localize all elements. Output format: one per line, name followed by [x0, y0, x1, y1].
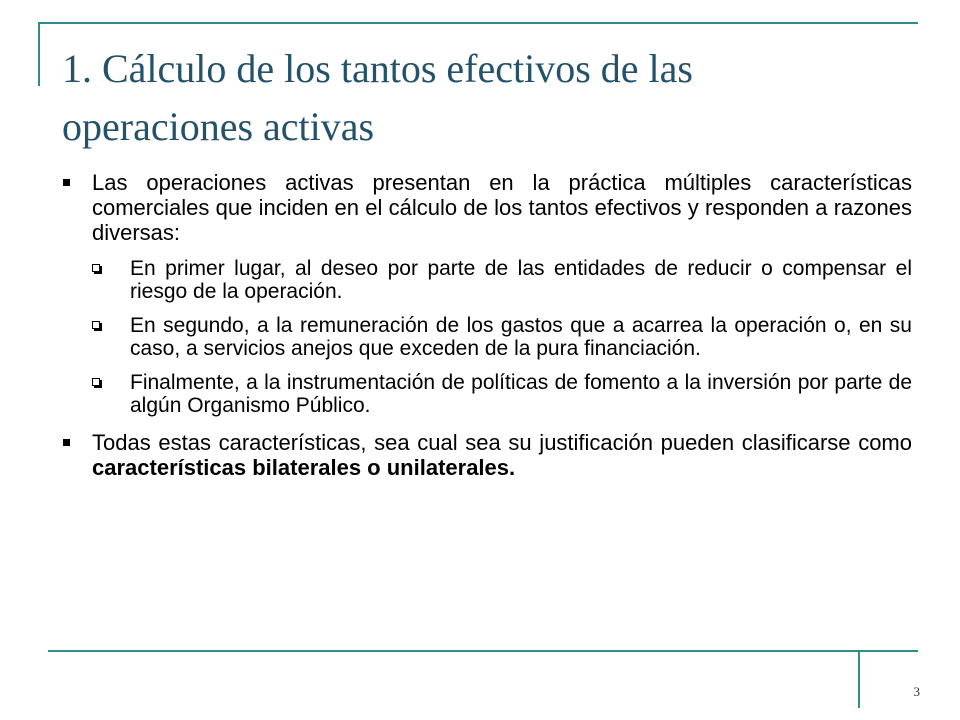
square-bullet-icon [63, 439, 70, 446]
sub-bullet-text: En segundo, a la remuneración de los gastos que a acarrea la operación o, en su caso, a servicios anejos que exceden de la pura financiación. [130, 314, 912, 360]
bullet-text: Las operaciones activas presentan en la práctica múltiples características comerciales que inciden en el cálculo de los tantos efectivos y responden a razones diversas: [92, 170, 912, 245]
sub-bullet-text: Finalmente, a la instrumentación de políticas de fomento a la inversión por parte de algún Organismo Público. [130, 371, 912, 417]
frame-line-right [858, 651, 860, 708]
frame-line-bottom [48, 650, 918, 652]
bullet-item [60, 430, 912, 480]
sub-bullet-item [92, 314, 912, 360]
frame-line-top [38, 22, 918, 24]
sub-bullet-item [92, 257, 912, 303]
sub-bullet-item [92, 371, 912, 417]
frame-line-left [38, 22, 40, 86]
sub-bullet-list [92, 257, 912, 417]
bullet-item [60, 170, 912, 417]
slide-title: 1. Cálculo de los tantos efectivos de las operaciones activas [62, 46, 693, 149]
bullet-bold-text: características bilaterales o unilaterales. [92, 455, 516, 480]
sub-bullet-text: En primer lugar, al deseo por parte de las entidades de reducir o compensar el riesgo de la operación. [130, 257, 912, 303]
bullet-text: Todas estas características, sea cual sea su justificación pueden clasificarse como [92, 430, 912, 455]
slide-content [60, 170, 912, 493]
hollow-square-bullet-icon [92, 378, 100, 386]
square-bullet-icon [63, 179, 70, 186]
hollow-square-bullet-icon [92, 264, 100, 272]
page-number: 3 [913, 684, 920, 699]
hollow-square-bullet-icon [92, 321, 100, 329]
